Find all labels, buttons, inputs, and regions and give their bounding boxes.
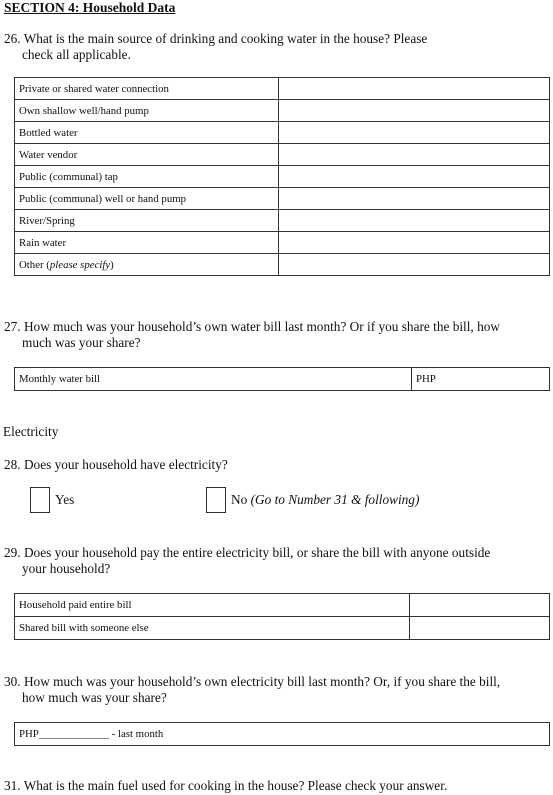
water-source-label: Public (communal) well or hand pump — [15, 188, 279, 210]
no-skip-note: (Go to Number 31 & following) — [250, 492, 420, 507]
table-row — [15, 100, 550, 122]
question-26-line1: 26. What is the main source of drinking and cooking water in the house? Please — [4, 31, 428, 46]
water-bill-value-field[interactable]: PHP — [412, 368, 550, 391]
question-30 — [4, 674, 549, 706]
water-source-label: Rain water — [15, 232, 279, 254]
table-row — [15, 122, 550, 144]
water-source-label: Water vendor — [15, 144, 279, 166]
water-source-check-cell[interactable] — [279, 210, 550, 232]
other-prefix: Other ( — [19, 258, 50, 271]
question-26-line2: check all applicable. — [22, 47, 131, 62]
yes-checkbox[interactable] — [30, 487, 50, 513]
water-source-label: Bottled water — [15, 122, 279, 144]
water-source-other-input[interactable] — [279, 254, 550, 276]
water-source-other-label — [15, 254, 279, 276]
table-row — [15, 254, 550, 276]
table-row — [15, 188, 550, 210]
other-suffix: ) — [110, 258, 114, 271]
water-source-label: Own shallow well/hand pump — [15, 100, 279, 122]
water-source-check-cell[interactable] — [279, 188, 550, 210]
water-source-check-cell[interactable] — [279, 100, 550, 122]
water-source-label: Public (communal) tap — [15, 166, 279, 188]
water-source-label: Private or shared water connection — [15, 78, 279, 100]
water-bill-table — [14, 367, 550, 391]
electricity-bill-amount-field[interactable]: PHP_____________ - last month — [14, 722, 550, 746]
table-row — [15, 210, 550, 232]
water-source-check-cell[interactable] — [279, 122, 550, 144]
table-row — [15, 78, 550, 100]
table-row — [15, 594, 550, 617]
question-29-line1: 29. Does your household pay the entire electricity bill, or share the bill with anyone outside — [4, 545, 491, 560]
water-source-check-cell[interactable] — [279, 166, 550, 188]
question-30-line1: 30. How much was your household’s own electricity bill last month? Or, if you share the bill, — [4, 674, 501, 689]
question-30-line2: how much was your share? — [22, 690, 167, 705]
question-31: 31. What is the main fuel used for cooking in the house? Please check your answer. — [4, 778, 448, 793]
question-27-line1: 27. How much was your household’s own water bill last month? Or if you share the bill, how — [4, 319, 500, 334]
water-source-check-cell[interactable] — [279, 78, 550, 100]
table-row — [15, 368, 550, 391]
section-title: SECTION 4: Household Data — [4, 0, 176, 15]
question-28: 28. Does your household have electricity? — [4, 457, 228, 472]
no-option — [231, 492, 419, 508]
table-row — [15, 144, 550, 166]
table-row — [15, 232, 550, 254]
other-specify-hint: please specify — [49, 258, 111, 271]
yes-label: Yes — [55, 492, 75, 507]
electricity-bill-option-label: Household paid entire bill — [15, 594, 410, 617]
question-27-line2: much was your share? — [22, 335, 141, 350]
no-label: No — [231, 492, 248, 507]
electricity-bill-check-cell[interactable] — [410, 617, 550, 640]
table-row — [15, 166, 550, 188]
no-checkbox[interactable] — [206, 487, 226, 513]
water-bill-label: Monthly water bill — [15, 368, 412, 391]
question-29-line2: your household? — [22, 561, 111, 576]
question-26 — [4, 31, 549, 63]
water-source-check-cell[interactable] — [279, 232, 550, 254]
electricity-bill-option-label: Shared bill with someone else — [15, 617, 410, 640]
electricity-bill-check-cell[interactable] — [410, 594, 550, 617]
water-source-check-cell[interactable] — [279, 144, 550, 166]
question-27 — [4, 319, 549, 351]
water-source-table — [14, 77, 550, 276]
question-29 — [4, 545, 549, 577]
electricity-heading: Electricity — [3, 424, 59, 439]
table-row — [15, 617, 550, 640]
electricity-bill-table — [14, 593, 550, 640]
water-source-label: River/Spring — [15, 210, 279, 232]
